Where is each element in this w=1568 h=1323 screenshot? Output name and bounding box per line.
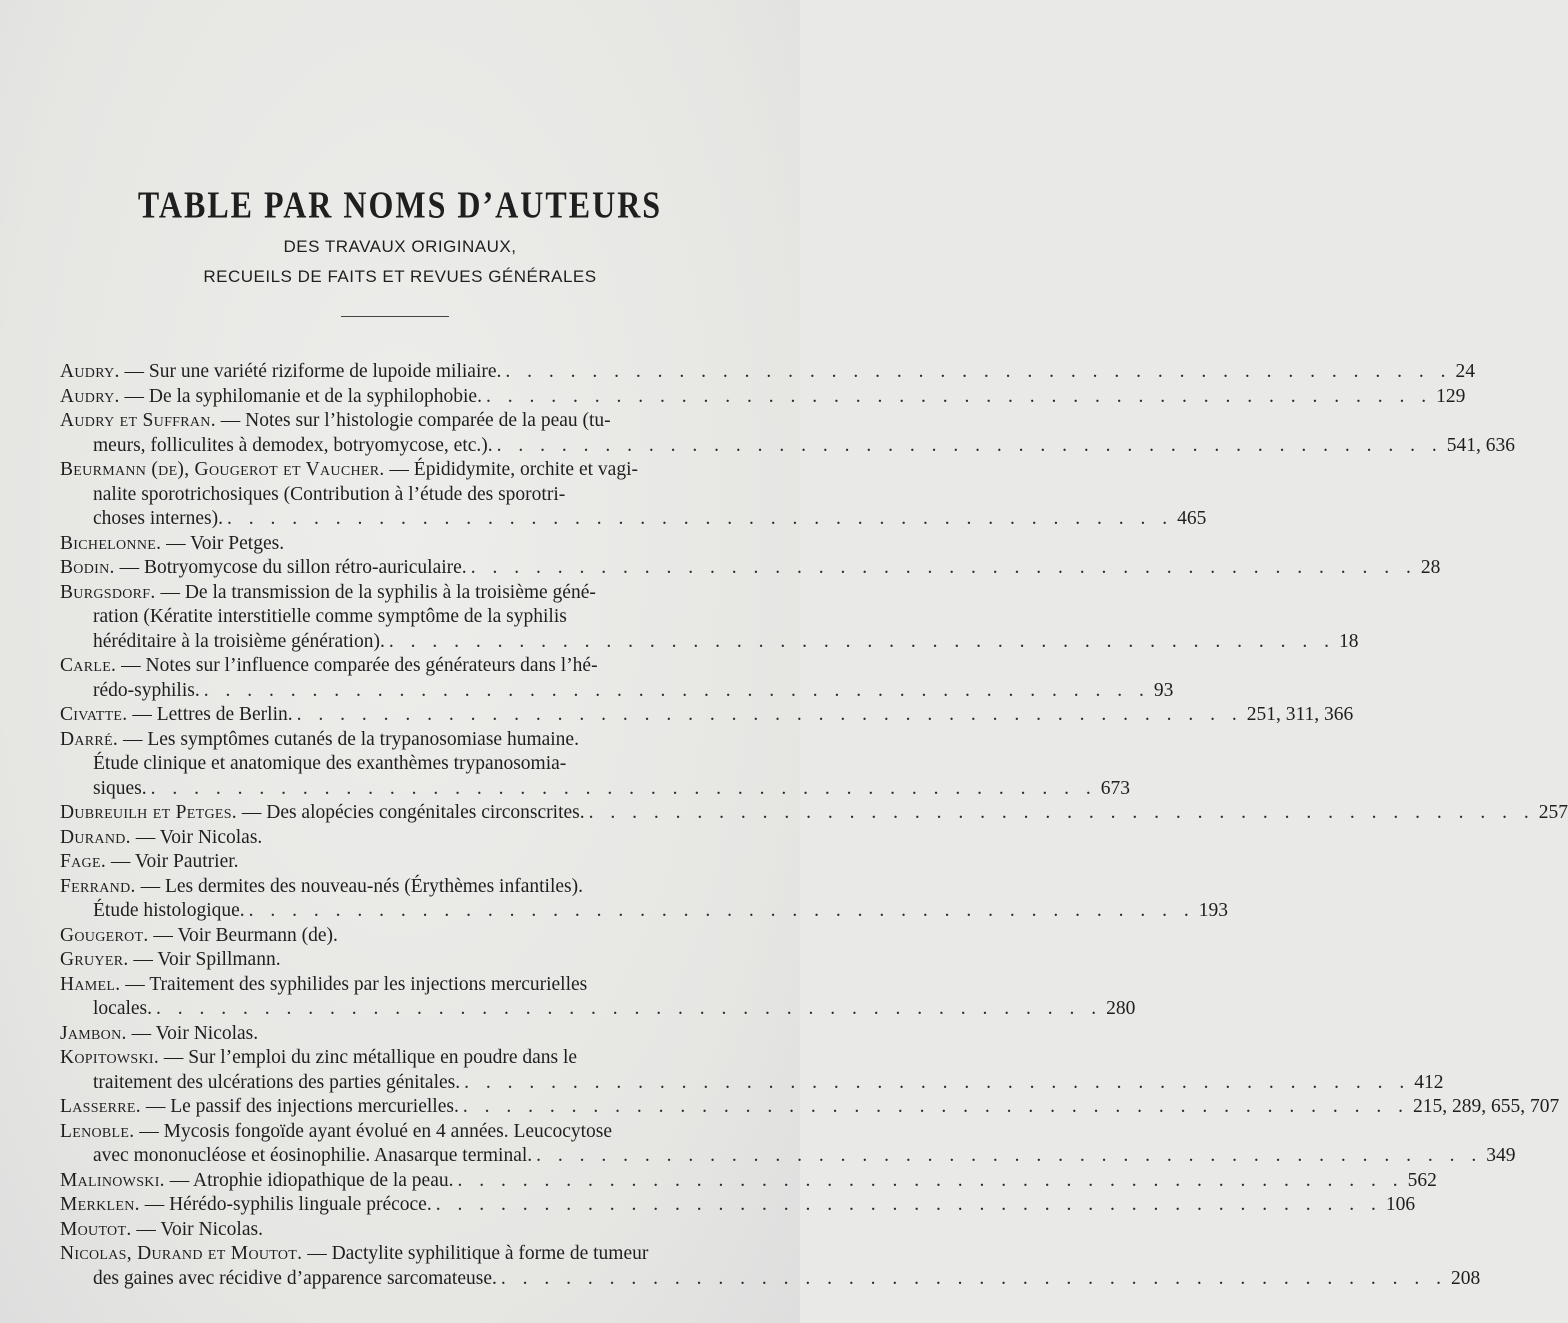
entry-text [60, 1243, 648, 1264]
entry-title: nalite sporotrichosiques (Contribution à l’étude des sporotri- [93, 483, 566, 505]
entry-line [60, 1144, 1516, 1169]
entry-text [93, 1071, 460, 1096]
entry-title: Étude histologique. [93, 900, 245, 921]
title-divider [341, 316, 449, 317]
entry-text [93, 606, 567, 627]
entry-text [93, 777, 147, 802]
dot-leader: . . . . . . . . . . . . . . . . . . . . . . . . . . . . . . . . . . . . . . . . . . . . [470, 557, 1417, 578]
index-entry [60, 801, 1568, 826]
entry-line [60, 1169, 1437, 1194]
entry-text [60, 1023, 258, 1044]
entry-title: — Sur une variété riziforme de lupoide miliaire. [124, 361, 502, 382]
entry-title: — Voir Nicolas. [135, 826, 263, 848]
entry-text [60, 876, 583, 897]
dot-leader: . . . . . . . . . . . . . . . . . . . . . . . . . . . . . . . . . . . . . . . . . . . . [156, 998, 1103, 1019]
entry-line [60, 1095, 1560, 1120]
entry-line [60, 385, 1466, 410]
entry-title: choses internes). [93, 508, 223, 529]
entry-line [60, 630, 1359, 655]
entry-line [60, 654, 720, 679]
index-entry [60, 875, 1229, 924]
entry-author: Gougerot. [60, 924, 149, 946]
entry-line [60, 483, 720, 508]
index-entry [60, 924, 720, 949]
page-title: TABLE PAR NOMS D’AUTEURS [137, 182, 663, 226]
entry-title: — Les symptômes cutanés de la trypanosomiase humaine. [122, 728, 579, 750]
entry-author: Lenoble. [60, 1120, 135, 1142]
entry-line [60, 1193, 1416, 1218]
index-entry [60, 360, 1476, 385]
entry-line [60, 458, 720, 483]
entry-pages: 193 [1198, 900, 1229, 921]
entry-title: — Voir Nicolas. [136, 1218, 263, 1240]
index-entry [60, 973, 1136, 1022]
entry-line [60, 1242, 720, 1267]
entry-title: — Dactylite syphilitique à forme de tumeur [307, 1243, 649, 1264]
index-entry [60, 826, 720, 851]
index-entry [60, 1242, 1481, 1291]
entry-author: Audry. [60, 361, 120, 382]
entry-text [60, 459, 638, 480]
index-entry [60, 1022, 720, 1047]
entry-line [60, 948, 720, 973]
page-header [0, 178, 800, 292]
entry-author: Fage. [60, 851, 106, 872]
dot-leader: . . . . . . . . . . . . . . . . . . . . . . . . . . . . . . . . . . . . . . . . . . . . [588, 802, 1535, 823]
entry-text [60, 582, 596, 603]
entry-title: rédo-syphilis. [93, 679, 200, 701]
entry-pages: 208 [1451, 1267, 1481, 1289]
index-entry [60, 703, 1354, 728]
entry-text [93, 753, 566, 774]
index-entry [60, 850, 720, 875]
dot-leader: . . . . . . . . . . . . . . . . . . . . . . . . . . . . . . . . . . . . . . . . . . . . [536, 1145, 1483, 1166]
index-entry [60, 532, 720, 557]
entry-text [60, 729, 579, 750]
dot-leader: . . . . . . . . . . . . . . . . . . . . . . . . . . . . . . . . . . . . . . . . . . . . [248, 900, 1195, 921]
index-entry [60, 385, 1466, 410]
entry-pages: 251, 311, 366 [1246, 704, 1354, 725]
entry-text [60, 1219, 263, 1240]
index-entry [60, 1046, 1444, 1095]
entry-title: — Voir Pautrier. [110, 851, 239, 872]
entry-line [60, 556, 1441, 581]
entry-title: — Lettres de Berlin. [132, 704, 293, 725]
entry-line [60, 581, 720, 606]
entry-title: — Voir Spillmann. [133, 949, 281, 970]
entry-title: Étude clinique et anatomique des exanthèmes trypanosomia- [93, 753, 567, 774]
dot-leader: . . . . . . . . . . . . . . . . . . . . . . . . . . . . . . . . . . . . . . . . . . . . [464, 1071, 1411, 1093]
dot-leader: . . . . . . . . . . . . . . . . . . . . . . . . . . . . . . . . . . . . . . . . . . . . [203, 679, 1150, 701]
entry-title: — Atrophie idiopathique de la peau. [169, 1169, 454, 1191]
entry-text [60, 385, 482, 410]
index-entry [60, 581, 1359, 655]
entry-text [60, 827, 262, 848]
entry-author: Bichelonne. [60, 532, 162, 554]
entry-text [93, 997, 152, 1022]
entry-author: Carle. [60, 655, 117, 676]
entry-title: — Des alopécies congénitales circonscrites. [241, 802, 585, 823]
page-subtitle-1: DES TRAVAUX ORIGINAUX, [283, 237, 517, 256]
entry-pages: 349 [1486, 1145, 1516, 1166]
author-index-list [60, 360, 1568, 1291]
entry-author: Moutot. [60, 1218, 132, 1240]
entry-text [60, 1095, 459, 1120]
entry-author: Dubreuilh et Petges. [60, 802, 237, 823]
entry-author: Merklen. [60, 1194, 140, 1215]
entry-line [60, 899, 1229, 924]
index-entry [60, 1193, 1416, 1218]
entry-line [60, 826, 720, 851]
entry-pages: 129 [1436, 385, 1466, 407]
dot-leader: . . . . . . . . . . . . . . . . . . . . . . . . . . . . . . . . . . . . . . . . . . . . [150, 777, 1097, 799]
entry-text [93, 434, 493, 459]
entry-line [60, 409, 720, 434]
entry-title: — Traitement des syphilides par les injections mercurielles [125, 973, 588, 995]
dot-leader: . . . . . . . . . . . . . . . . . . . . . . . . . . . . . . . . . . . . . . . . . . . . [500, 1267, 1447, 1289]
dot-leader: . . . . . . . . . . . . . . . . . . . . . . . . . . . . . . . . . . . . . . . . . . . . [462, 1096, 1409, 1117]
entry-title: — Sur l’emploi du zinc métallique en poudre dans le [163, 1047, 578, 1068]
entry-text [60, 703, 293, 728]
entry-line [60, 1267, 1481, 1292]
entry-pages: 412 [1414, 1071, 1444, 1093]
entry-author: Hamel. [60, 973, 121, 995]
dot-leader: . . . . . . . . . . . . . . . . . . . . . . . . . . . . . . . . . . . . . . . . . . . . [457, 1169, 1404, 1191]
dot-leader: . . . . . . . . . . . . . . . . . . . . . . . . . . . . . . . . . . . . . . . . . . . . [388, 630, 1335, 652]
entry-title: — De la transmission de la syphilis à la troisième géné- [160, 581, 596, 603]
entry-author: Bodin. [60, 557, 115, 578]
entry-line [60, 850, 720, 875]
entry-line [60, 703, 1354, 728]
entry-line [60, 1218, 720, 1243]
entry-line [60, 1022, 720, 1047]
dot-leader: . . . . . . . . . . . . . . . . . . . . . . . . . . . . . . . . . . . . . . . . . . . . [505, 361, 1452, 382]
entry-text [60, 410, 611, 431]
entry-author: Darré. [60, 728, 119, 750]
entry-line [60, 924, 720, 949]
entry-author: Audry. [60, 385, 120, 407]
entry-pages: 106 [1385, 1194, 1416, 1215]
entry-line [60, 1046, 720, 1071]
page-subtitle-2: RECUEILS DE FAITS ET REVUES GÉNÉRALES [203, 267, 597, 286]
entry-line [60, 532, 720, 557]
entry-author: Beurmann (de), Gougerot et Vaucher. [60, 459, 385, 480]
entry-title: des gaines avec récidive d’apparence sarcomateuse. [93, 1267, 497, 1289]
entry-text [60, 556, 467, 581]
entry-line [60, 1071, 1444, 1096]
entry-author: Ferrand. [60, 875, 136, 897]
entry-pages: 465 [1177, 508, 1207, 529]
entry-author: Malinowski. [60, 1169, 165, 1191]
dot-leader: . . . . . . . . . . . . . . . . . . . . . . . . . . . . . . . . . . . . . . . . . . . . [296, 704, 1243, 725]
entry-text [60, 1193, 432, 1218]
entry-pages: 280 [1106, 998, 1136, 1019]
index-entry [60, 948, 720, 973]
entry-pages: 93 [1153, 679, 1174, 701]
entry-text [60, 360, 501, 385]
entry-author: Civatte. [60, 704, 128, 725]
entry-author: Burgsdorf. [60, 581, 156, 603]
entry-title: — Voir Beurmann (de). [153, 924, 338, 946]
entry-text [60, 949, 281, 970]
entry-title: — Hérédo-syphilis linguale précoce. [144, 1194, 432, 1215]
entry-line [60, 997, 1136, 1022]
entry-pages: 541, 636 [1446, 434, 1516, 456]
entry-title: avec mononucléose et éosinophilie. Anasarque terminal. [93, 1145, 533, 1166]
entry-author: Audry et Suffran. [60, 410, 216, 431]
entry-text [60, 851, 239, 872]
entry-title: ration (Kératite interstitielle comme symptôme de la syphilis [93, 606, 567, 627]
entry-text [60, 1169, 453, 1194]
entry-title: siques. [93, 777, 147, 799]
entry-text [93, 630, 385, 655]
entry-line [60, 752, 720, 777]
entry-text [60, 533, 284, 554]
entry-line [60, 1120, 720, 1145]
entry-line [60, 875, 720, 900]
entry-title: — De la syphilomanie et de la syphilophobie. [124, 385, 482, 407]
entry-pages: 673 [1100, 777, 1130, 799]
entry-title: héréditaire à la troisième génération). [93, 630, 385, 652]
dot-leader: . . . . . . . . . . . . . . . . . . . . . . . . . . . . . . . . . . . . . . . . . . . . [485, 385, 1433, 407]
index-entry [60, 1218, 720, 1243]
entry-line [60, 973, 720, 998]
entry-author: Jambon. [60, 1022, 127, 1044]
entry-author: Durand. [60, 826, 131, 848]
index-entry [60, 409, 1516, 458]
index-entry [60, 1169, 1437, 1194]
index-entry [60, 458, 1207, 532]
entry-title: — Mycosis fongoïde ayant évolué en 4 années. Leucocytose [139, 1120, 613, 1142]
index-entry [60, 1120, 1516, 1169]
entry-author: Gruyer. [60, 949, 129, 970]
index-entry [60, 654, 1174, 703]
entry-text [60, 801, 585, 826]
entry-text [93, 679, 200, 704]
entry-text [60, 925, 338, 946]
index-entry [60, 1095, 1560, 1120]
entry-text [93, 1267, 497, 1292]
entry-line [60, 434, 1516, 459]
entry-pages: 257 [1538, 802, 1568, 823]
entry-line [60, 801, 1568, 826]
dot-leader: . . . . . . . . . . . . . . . . . . . . . . . . . . . . . . . . . . . . . . . . . . . . [496, 434, 1443, 456]
dot-leader: . . . . . . . . . . . . . . . . . . . . . . . . . . . . . . . . . . . . . . . . . . . . [226, 508, 1174, 529]
entry-title: traitement des ulcérations des parties génitales. [93, 1071, 461, 1093]
dot-leader: . . . . . . . . . . . . . . . . . . . . . . . . . . . . . . . . . . . . . . . . . . . . [435, 1194, 1382, 1215]
entry-pages: 562 [1407, 1169, 1437, 1191]
entry-text [60, 655, 598, 676]
entry-line [60, 679, 1174, 704]
entry-title: — Notes sur l’histologie comparée de la peau (tu- [220, 410, 611, 431]
entry-title: — Voir Nicolas. [131, 1022, 259, 1044]
entry-title: — Voir Petges. [166, 532, 285, 554]
entry-author: Nicolas, Durand et Moutot. [60, 1243, 303, 1264]
entry-text [93, 899, 245, 924]
entry-title: locales. [93, 998, 153, 1019]
entry-text [60, 1121, 612, 1142]
entry-title: — Botryomycose du sillon rétro-auriculaire. [119, 557, 467, 578]
entry-title: — Notes sur l’influence comparée des générateurs dans l’hé- [121, 655, 598, 676]
entry-title: — Épididymite, orchite et vagi- [389, 459, 638, 480]
index-entry [60, 556, 1441, 581]
entry-text [60, 974, 587, 995]
entry-text [60, 1047, 577, 1068]
entry-line [60, 728, 720, 753]
entry-line [60, 360, 1476, 385]
entry-pages: 24 [1455, 361, 1476, 382]
entry-pages: 215, 289, 655, 707 [1412, 1096, 1560, 1117]
entry-pages: 18 [1338, 630, 1359, 652]
entry-line [60, 777, 1130, 802]
entry-title: — Le passif des injections mercurielles. [145, 1096, 459, 1117]
entry-title: — Les dermites des nouveau-nés (Érythèmes infantiles). [140, 875, 583, 897]
entry-pages: 28 [1420, 557, 1441, 578]
entry-line [60, 605, 720, 630]
entry-text [93, 1144, 532, 1169]
entry-line [60, 507, 1207, 532]
entry-title: meurs, folliculites à demodex, botryomycose, etc.). [93, 434, 493, 456]
entry-text [93, 484, 565, 505]
entry-text [93, 507, 223, 532]
entry-author: Kopitowski. [60, 1047, 159, 1068]
entry-author: Lasserre. [60, 1096, 141, 1117]
index-entry [60, 728, 1130, 802]
